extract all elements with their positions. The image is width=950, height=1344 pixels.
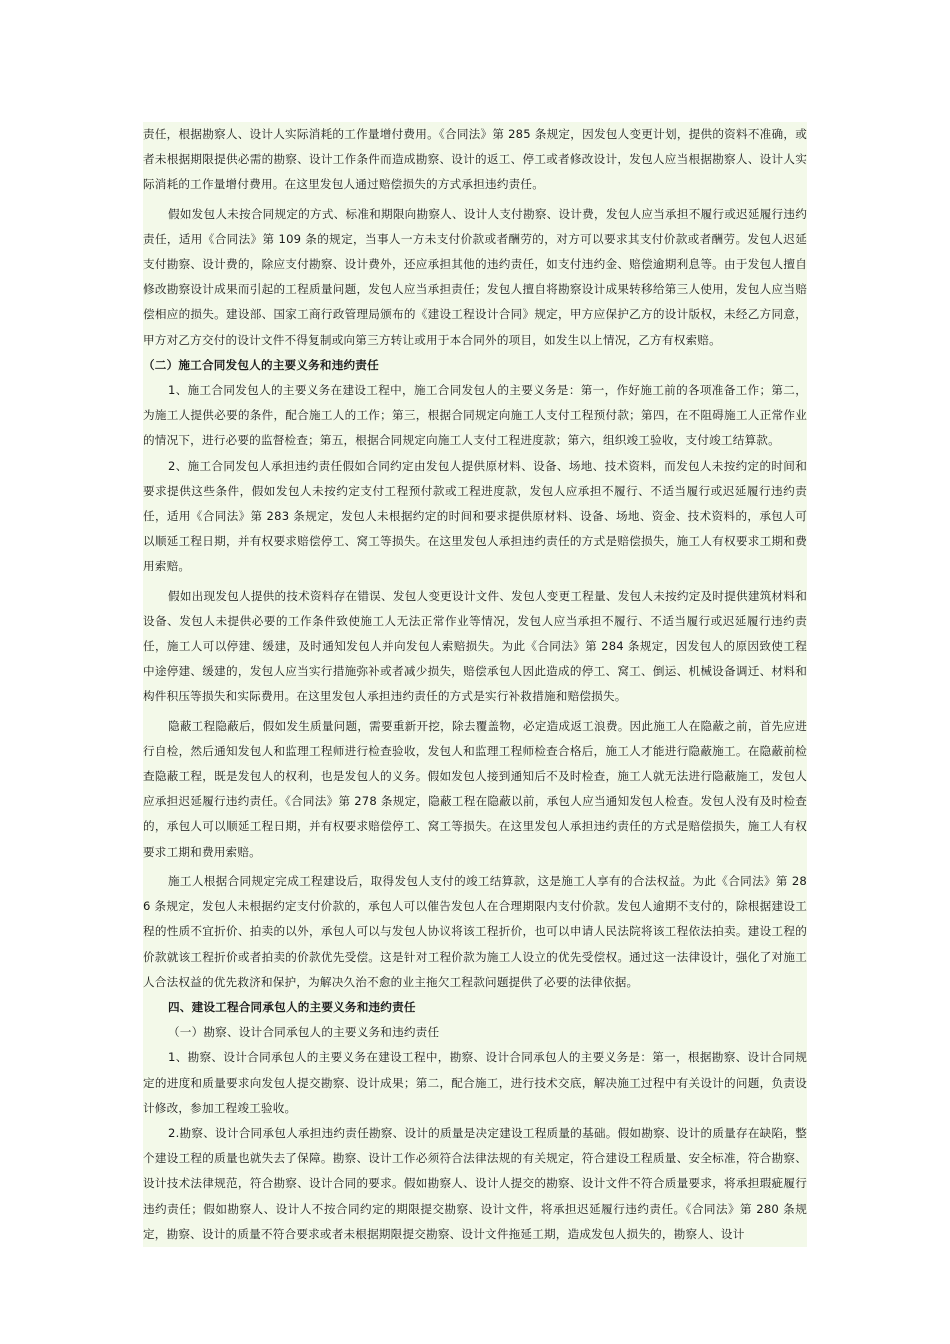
- paragraph-9: 2.勘察、设计合同承包人承担违约责任勘察、设计的质量是决定建设工程质量的基础。假如勘察、设计的质量存在缺陷，整个建设工程的质量也就失去了保障。勘察、设计工作必须符合法律法规的有关规定，符合建设工程质量、安全标准，符合勘察、设计技术法律规范，符合勘察、设计合同的要求。假如勘察人、设计人提交的勘察、设计文件不符合质量要求，将承担瑕疵履行违约责任；假如勘察人、设计人不按合同约定的期限提交勘察、设计文件，将承担迟延履行违约责任。《合同法》第 280 条规定，勘察、设计的质量不符合要求或者未根据期限提交勘察、设计文件拖延工期，造成发包人损失的，勘察人、设计: [143, 1125, 807, 1241]
- subsection-heading-survey-design: （一）勘察、设计合同承包人的主要义务和违约责任: [168, 1025, 440, 1040]
- paragraph-4: 2、施工合同发包人承担违约责任假如合同约定由发包人提供原材料、设备、场地、技术资料，而发包人未按约定的时间和要求提供这些条件，假如发包人未按约定支付工程预付款或工程进度款，发包人应承担不履行、不适当履行或迟延履行违约责任，适用《合同法》第 283 条规定，发包人未根据约定的时间和要求提供原材料、设备、场地、资金、技术资料的，承包人可以顺延工程日期，并有权要求赔偿停工、窝工等损失。在这里发包人承担违约责任的方式是赔偿损失，施工人有权要求工期和费用索赔。: [143, 458, 807, 574]
- section-heading-contractor: 四、建设工程合同承包人的主要义务和违约责任: [168, 999, 416, 1014]
- paragraph-1: 责任，根据勘察人、设计人实际消耗的工作量增付费用。《合同法》第 285 条规定，因发包人变更计划，提供的资料不准确，或者未根据期限提供必需的勘察、设计工作条件而造成勘察、设计的返工、停工或者修改设计，发包人应当根据勘察人、设计人实际消耗的工作量增付费用。在这里发包人通过赔偿损失的方式承担违约责任。: [143, 127, 807, 192]
- paragraph-8: 1、勘察、设计合同承包人的主要义务在建设工程中，勘察、设计合同承包人的主要义务是：第一，根据勘察、设计合同规定的进度和质量要求向发包人提交勘察、设计成果；第二，配合施工，进行技术交底，解决施工过程中有关设计的问题，负责设计修改，参加工程竣工验收。: [143, 1050, 807, 1115]
- paragraph-5: 假如出现发包人提供的技术资料存在错误、发包人变更设计文件、发包人变更工程量、发包人未按约定及时提供建筑材料和设备、发包人未提供必要的工作条件致使施工人无法正常作业等情况，发包人应当承担不履行、不适当履行或迟延履行违约责任，施工人可以停建、缓建，及时通知发包人并向发包人索赔损失。为此《合同法》第 284 条规定，因发包人的原因致使工程中途停建、缓建的，发包人应当实行措施弥补或者减少损失，赔偿承包人因此造成的停工、窝工、倒运、机械设备调迁、材料和构件积压等损失和实际费用。在这里发包人承担违约责任的方式是实行补救措施和赔偿损失。: [143, 588, 807, 704]
- document-body: [143, 122, 807, 1247]
- paragraph-6: 隐蔽工程隐蔽后，假如发生质量问题，需要重新开挖，除去覆盖物，必定造成返工浪费。因此施工人在隐蔽之前，首先应进行自检，然后通知发包人和监理工程师进行检查验收，发包人和监理工程师检查合格后，施工人才能进行隐蔽施工。在隐蔽前检查隐蔽工程，既是发包人的权利，也是发包人的义务。假如发包人接到通知后不及时检查，施工人就无法进行隐蔽施工，发包人应承担迟延履行违约责任。《合同法》第 278 条规定，隐蔽工程在隐蔽以前，承包人应当通知发包人检查。发包人没有及时检查的，承包人可以顺延工程日期，并有权要求赔偿停工、窝工等损失。在这里发包人承担违约责任的方式是赔偿损失，施工人有权要求工期和费用索赔。: [143, 718, 807, 859]
- paragraph-7: 施工人根据合同规定完成工程建设后，取得发包人支付的竣工结算款，这是施工人享有的合法权益。为此《合同法》第 286 条规定，发包人未根据约定支付价款的，承包人可以催告发包人在合理期限内支付价款。发包人逾期不支付的，除根据建设工程的性质不宜折价、拍卖的以外，承包人可以与发包人协议将该工程折价，也可以申请人民法院将该工程依法拍卖。建设工程的价款就该工程折价或者拍卖的价款优先受偿。这是针对工程价款为施工人设立的优先受偿权。通过这一法律设计，强化了对施工人合法权益的优先救济和保护，为解决久治不愈的业主拖欠工程款问题提供了必要的法律依据。: [143, 873, 807, 989]
- section-heading-construction-employer: （二）施工合同发包人的主要义务和违约责任: [143, 357, 379, 372]
- paragraph-3: 1、施工合同发包人的主要义务在建设工程中，施工合同发包人的主要义务是：第一，作好施工前的各项准备工作；第二，为施工人提供必要的条件，配合施工人的工作；第三，根据合同规定向施工人支付工程预付款；第四，在不阻碍施工人正常作业的情况下，进行必要的监督检查；第五，根据合同规定向施工人支付工程进度款；第六，组织竣工验收，支付竣工结算款。: [143, 383, 807, 448]
- paragraph-2: 假如发包人未按合同规定的方式、标准和期限向勘察人、设计人支付勘察、设计费，发包人应当承担不履行或迟延履行违约责任，适用《合同法》第 109 条的规定，当事人一方未支付价款或者酬劳的，对方可以要求其支付价款或者酬劳。发包人迟延支付勘察、设计费的，除应支付勘察、设计费外，还应承担其他的违约责任，如支付违约金、赔偿逾期利息等。由于发包人擅自修改勘察设计成果而引起的工程质量问题，发包人应当承担责任；发包人擅自将勘察设计成果转移给第三人使用，发包人应当赔偿相应的损失。建设部、国家工商行政管理局颁布的《建设工程设计合同》规定，甲方应保护乙方的设计版权，未经乙方同意，甲方对乙方交付的设计文件不得复制或向第三方转让或用于本合同外的项目，如发生以上情况，乙方有权索赔。: [143, 206, 807, 347]
